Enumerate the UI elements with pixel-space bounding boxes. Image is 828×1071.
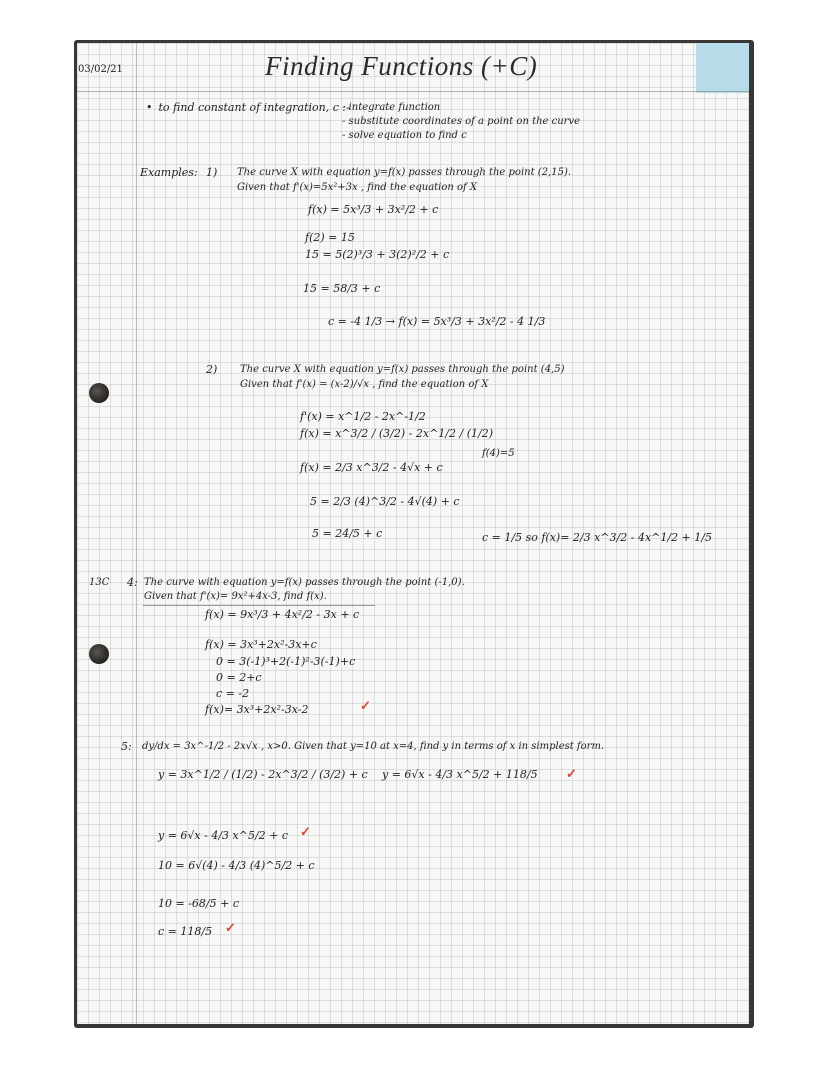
example-1-line: Given that f'(x)=5x²+3x , find the equation of X — [237, 182, 478, 193]
blue-tab-marker — [696, 43, 749, 93]
example-5-line: y = 3x^1/2 / (1/2) - 2x^3/2 / (3/2) + c — [158, 768, 368, 781]
question-divider — [143, 605, 375, 606]
page-title: Finding Functions (+C) — [265, 51, 538, 81]
example-1-line: 15 = 58/3 + c — [303, 282, 381, 295]
example-2-line: Given that f'(x) = (x-2)/√x , find the equation of X — [240, 379, 489, 390]
example-1-line: f(2) = 15 — [305, 231, 355, 244]
example-2-result: c = 1/5 so f(x)= 2/3 x^3/2 - 4x^1/2 + 1/5 — [482, 531, 712, 544]
example-5-line: 10 = 6√(4) - 4/3 (4)^5/2 + c — [158, 859, 315, 872]
example-4-margin-note: 13C — [89, 577, 110, 588]
example-1-number: 1) — [206, 166, 218, 179]
example-4-line: 0 = 3(-1)³+2(-1)²-3(-1)+c — [216, 655, 356, 668]
example-4-line: 0 = 2+c — [216, 671, 262, 684]
example-2-line: f'(x) = x^1/2 - 2x^-1/2 — [300, 410, 426, 423]
example-4-line: f(x) = 3x³+2x²-3x+c — [205, 638, 317, 651]
example-1-result: c = -4 1/3 → f(x) = 5x³/3 + 3x²/2 - 4 1/3 — [328, 315, 546, 328]
example-1-line: The curve X with equation y=f(x) passes through the point (2,15). — [237, 167, 572, 178]
intro-bullet: • to find constant of integration, c :- — [146, 102, 350, 114]
example-2-side-note: f(4)=5 — [482, 448, 515, 459]
example-2-line: The curve X with equation y=f(x) passes through the point (4,5) — [240, 364, 565, 375]
examples-label: Examples: — [140, 166, 198, 179]
margin-line — [136, 43, 137, 1024]
check-mark-icon: ✓ — [300, 825, 311, 840]
check-mark-icon: ✓ — [566, 767, 577, 782]
example-5-answer: y = 6√x - 4/3 x^5/2 + 118/5 — [382, 768, 538, 781]
header-line — [77, 91, 749, 92]
example-5-line: 10 = -68/5 + c — [158, 897, 239, 910]
example-2-number: 2) — [206, 363, 218, 376]
example-4-line: The curve with equation y=f(x) passes through the point (-1,0). — [144, 577, 465, 588]
example-4-line: f(x) = 9x³/3 + 4x²/2 - 3x + c — [205, 608, 360, 621]
example-2-line: f(x) = 2/3 x^3/2 - 4√x + c — [300, 461, 443, 474]
example-5-question: dy/dx = 3x^-1/2 - 2x√x , x>0. Given that y=10 at x=4, find y in terms of x in simplest form. — [142, 741, 605, 752]
check-mark-icon: ✓ — [225, 921, 236, 936]
intro-step-1: - integrate function — [342, 102, 441, 113]
example-4-line: Given that f'(x)= 9x²+4x-3, find f(x). — [144, 591, 327, 602]
example-1-line: f(x) = 5x³/3 + 3x²/2 + c — [308, 203, 439, 216]
example-4-line: c = -2 — [216, 687, 250, 700]
example-2-line: f(x) = x^3/2 / (3/2) - 2x^1/2 / (1/2) — [300, 427, 493, 440]
page-date: 03/02/21 — [78, 64, 123, 75]
intro-step-3: - solve equation to find c — [342, 130, 467, 141]
example-4-final: f(x)= 3x³+2x²-3x-2 — [205, 703, 309, 716]
example-2-line: 5 = 24/5 + c — [312, 527, 383, 540]
example-5-number: 5: — [121, 740, 132, 753]
example-4-number: 4: — [127, 576, 138, 589]
example-5-line: c = 118/5 — [158, 925, 213, 938]
example-5-line: y = 6√x - 4/3 x^5/2 + c — [158, 829, 289, 842]
binder-hole-bottom — [89, 644, 109, 664]
example-2-line: 5 = 2/3 (4)^3/2 - 4√(4) + c — [310, 495, 460, 508]
check-mark-icon: ✓ — [360, 699, 371, 714]
binder-hole-top — [89, 383, 109, 403]
intro-step-2: - substitute coordinates of a point on the curve — [342, 116, 581, 127]
example-1-line: 15 = 5(2)³/3 + 3(2)²/2 + c — [305, 248, 450, 261]
